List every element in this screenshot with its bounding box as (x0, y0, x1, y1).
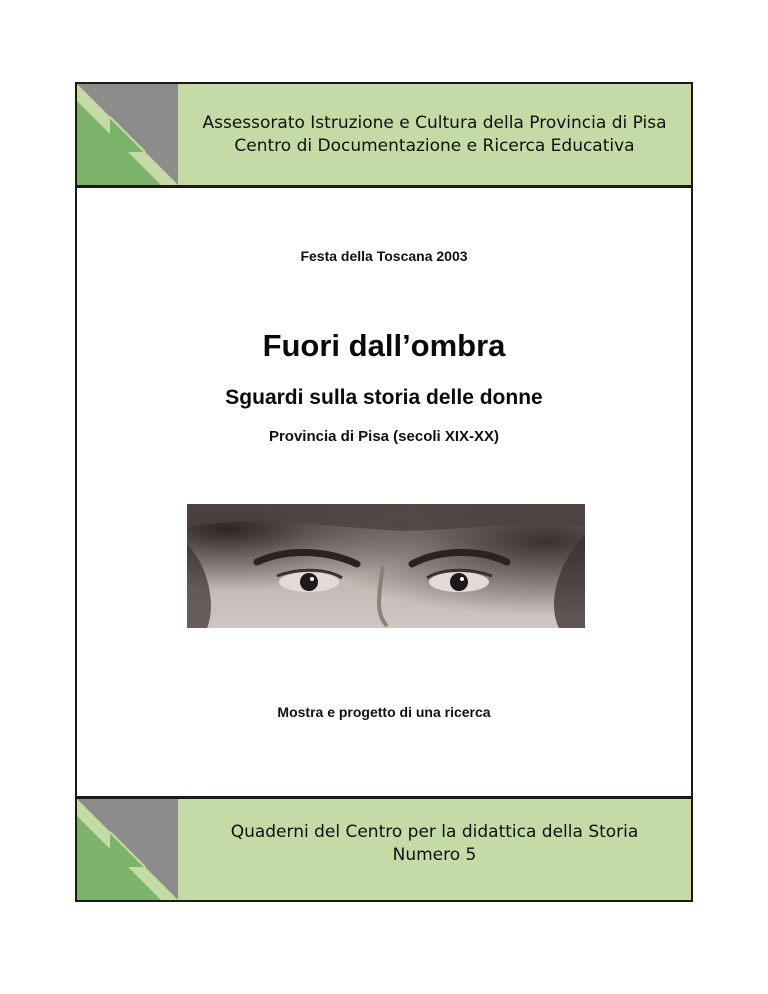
footer-line-1: Quaderni del Centro per la didattica della Storia (230, 822, 639, 842)
cover-subtitle: Sguardi sulla storia delle donne (225, 386, 543, 409)
header-line-1: Assessorato Istruzione e Cultura della Provincia di Pisa (202, 112, 667, 133)
header-text (178, 84, 691, 185)
event-label: Festa della Toscana 2003 (300, 248, 468, 264)
woman-eyes-photo (187, 504, 585, 628)
caption: Mostra e progetto di una ricerca (277, 704, 491, 720)
emblem-icon (77, 84, 178, 185)
header-band (77, 84, 691, 188)
cover-page (75, 82, 693, 902)
cover-title: Fuori dall’ombra (262, 328, 506, 363)
footer-text (178, 799, 691, 900)
header-line-2: Centro di Documentazione e Ricerca Educativa (234, 135, 635, 156)
cover-subsubtitle: Provincia di Pisa (secoli XIX-XX) (268, 428, 500, 445)
footer-band (77, 796, 691, 900)
emblem-icon (77, 799, 178, 900)
footer-line-2: Numero 5 (392, 845, 477, 865)
